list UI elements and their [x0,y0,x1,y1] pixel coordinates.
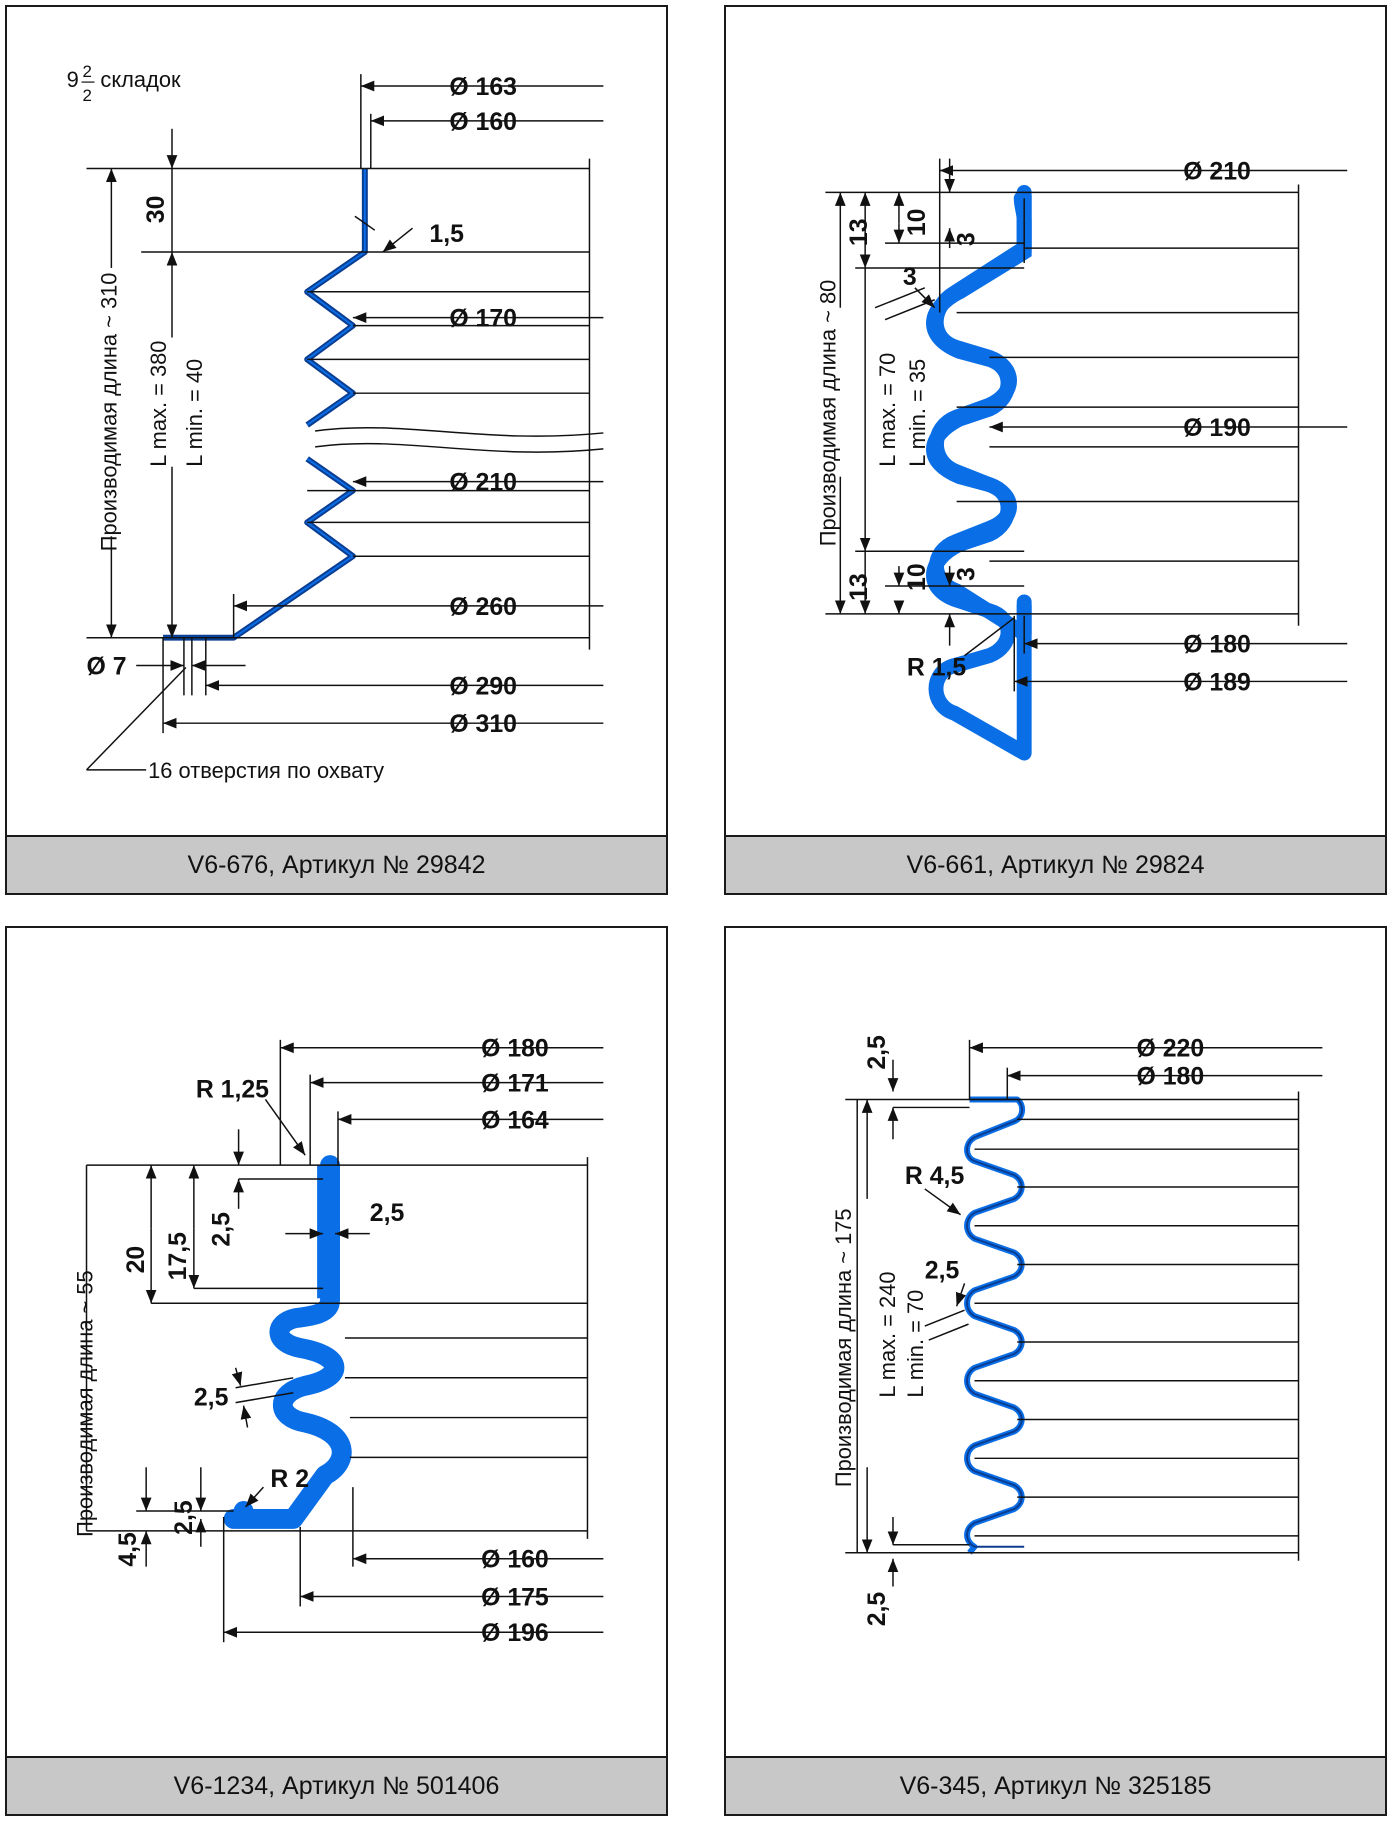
dim-164: Ø 164 [481,1107,549,1135]
dim-196: Ø 196 [481,1620,549,1648]
dim-wall-2-5: 2,5 [369,1199,405,1227]
dim-310: Ø 310 [449,711,517,739]
dim-10-top: 10 [903,208,931,237]
break-line [315,428,603,436]
dim-180: Ø 180 [481,1035,549,1063]
dim-17-5: 17,5 [164,1232,192,1281]
caption-v6-661: V6-661, Артикул № 29824 [726,835,1385,893]
dim-13-top: 13 [846,218,874,247]
dim-260: Ø 260 [449,593,517,621]
dim-2-5-top: 2,5 [864,1035,892,1070]
dim-wall-2-5-mid: 2,5 [193,1384,229,1412]
working-length-label: Производимая длина ~ 175 [831,1208,857,1488]
dim-4-5: 4,5 [115,1532,143,1567]
panel-v6-676 [5,5,668,895]
radius-4-5: R 4,5 [904,1162,965,1190]
dim-13-bottom: 13 [846,573,874,601]
dim-7: Ø 7 [86,653,127,681]
dim-160: Ø 160 [449,108,517,136]
dim-20: 20 [123,1245,151,1274]
dim-220: Ø 220 [1136,1035,1205,1063]
folds-num: 2 [82,62,92,82]
dim-163: Ø 163 [449,73,517,101]
dim-wall-1-5: 1,5 [429,221,464,249]
dim-180: Ø 180 [1183,631,1251,659]
dim-wall-3: 3 [902,263,917,291]
caption-v6-1234: V6-1234, Артикул № 501406 [7,1756,666,1814]
drawing-v6-345 [726,928,1385,1762]
radius-1-5: R 1,5 [906,654,967,682]
radius-2: R 2 [270,1466,310,1494]
working-length-label: Производимая длина ~ 55 [72,1270,98,1537]
caption-v6-676: V6-676, Артикул № 29842 [7,835,666,893]
caption-v6-345: V6-345, Артикул № 325185 [726,1756,1385,1814]
lmin-label: L min. = 70 [902,1289,928,1398]
panel-v6-661 [724,5,1387,895]
dim-wall-2-5: 2,5 [924,1257,960,1285]
dim-189: Ø 189 [1183,669,1251,697]
working-length-label: Производимая длина ~ 80 [815,279,841,547]
dim-175: Ø 175 [481,1584,549,1612]
lmin-label: L min. = 35 [904,358,930,467]
folds-text: складок [100,67,181,93]
drawing-v6-661 [726,7,1385,841]
lmax-label: L max. = 240 [874,1271,900,1398]
dim-3-top: 3 [953,232,981,247]
dim-290: Ø 290 [449,673,517,701]
dim-30: 30 [143,195,171,224]
dim-171: Ø 171 [481,1070,549,1098]
lmax-label: L max. = 380 [146,340,172,467]
dim-2-5-top: 2,5 [208,1212,236,1247]
working-length-label: Производимая длина ~ 310 [96,272,122,552]
lmin-label: L min. = 40 [181,358,207,467]
holes-label: 16 отверстия по охвату [148,757,385,783]
lmax-label: L max. = 70 [874,352,900,467]
dim-170: Ø 170 [449,305,517,333]
dim-210: Ø 210 [449,469,517,497]
dim-2-5-bottom: 2,5 [864,1591,892,1627]
panel-v6-1234 [5,926,668,1816]
dim-180: Ø 180 [1136,1063,1205,1091]
folds-whole: 9 [66,67,79,93]
dim-2-5-bottom: 2,5 [170,1500,198,1535]
dim-3-bottom: 3 [953,567,981,582]
radius-1-25: R 1,25 [195,1076,270,1104]
dim-190: Ø 190 [1183,414,1251,442]
dim-210: Ø 210 [1183,158,1251,186]
folds-den: 2 [82,85,92,105]
dim-160: Ø 160 [481,1546,549,1574]
drawing-v6-676 [7,7,666,841]
drawing-v6-1234 [7,928,666,1762]
dim-10-bottom: 10 [903,563,931,591]
panel-v6-345 [724,926,1387,1816]
